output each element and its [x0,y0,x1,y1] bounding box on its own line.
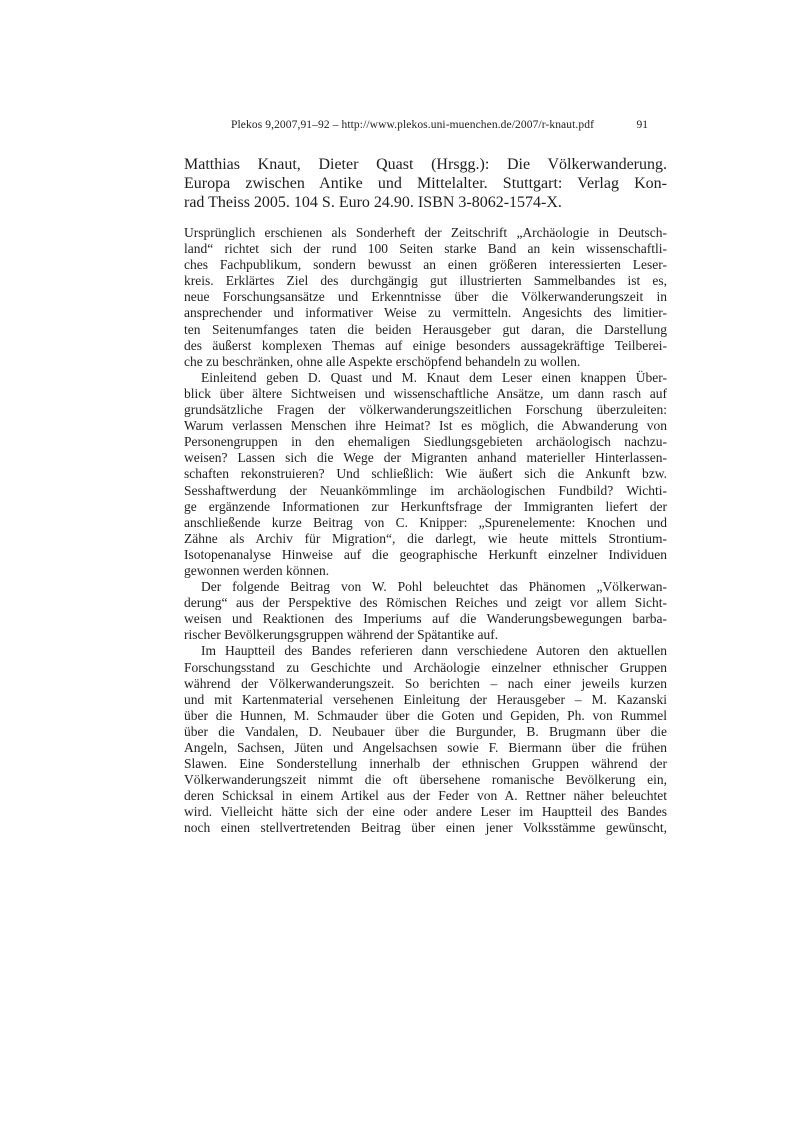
text-line: deren Schicksal in einem Artikel aus der Feder von A. Rettner näher beleuchtet [184,788,667,804]
text-line: weisen und Reaktionen des Imperiums auf die Wanderungsbewegungen barba- [184,611,667,627]
text-line: Völkerwanderungszeit nimmt die oft übersehene romanische Bevölkerung ein, [184,772,667,788]
text-line: Ursprünglich erschienen als Sonderheft der Zeitschrift „Archäologie in Deutsch- [184,225,667,240]
text-line: weisen? Lassen sich die Wege der Migranten anhand materieller Hinterlassen- [184,450,667,466]
text-line: über die Hunnen, M. Schmauder über die Goten und Gepiden, Ph. von Rummel [184,707,667,723]
book-review-heading [184,155,667,212]
text-line: ansprechender und informativer Weise zu vermitteln. Angesichts des limitier- [184,305,667,321]
page-number: 91 [636,119,648,131]
text-line: Europa zwischen Antike und Mittelalter. Stuttgart: Verlag Kon- [184,175,667,192]
text-line: land“ richtet sich der rund 100 Seiten starke Band an kein wissenschaftli- [184,241,667,257]
text-line: kreis. Erklärtes Ziel des durchgängig gut illustrierten Sammelbandes ist es, [184,273,667,289]
text-line: während der Völkerwanderungszeit. So berichten – nach einer jeweils kurzen [184,675,667,691]
text-line: Angeln, Sachsen, Jüten und Angelsachsen sowie F. Biermann über die frühen [184,740,667,755]
text-line: rischer Bevölkerungsgruppen während der Spätantike auf. [184,627,499,643]
text-line: Personengruppen in den ehemaligen Siedlungsgebieten archäologisch nachzu- [184,434,667,450]
text-line: über die Vandalen, D. Neubauer über die Burgunder, B. Brugmann über die [184,723,667,739]
text-line: derung“ aus der Perspektive des Römischen Reiches und zeigt vor allem Sicht- [184,595,667,611]
paragraph [184,643,667,836]
text-line: Forschungsstand zu Geschichte und Archäologie einzelner ethnischer Gruppen [184,659,667,675]
text-line: Der folgende Beitrag von W. Pohl beleuchtet das Phänomen „Völkerwan- [201,579,667,595]
text-line: Einleitend geben D. Quast und M. Knaut dem Leser einen knappen Über- [201,369,667,385]
text-line: und mit Kartenmaterial versehenen Einleitung der Herausgeber – M. Kazanski [184,691,667,707]
text-line: ten Seitenumfanges taten die beiden Herausgeber gut daran, die Darstellung [184,321,667,337]
paragraph [184,225,667,370]
text-line: gewonnen werden können. [184,562,330,578]
text-line: Sesshaftwerdung der Neuankömmlinge im archäologischen Fundbild? Wichti- [184,482,667,498]
text-line: Im Hauptteil des Bandes referieren dann verschiedene Autoren den aktuellen [201,643,667,659]
paragraph [184,370,667,579]
text-line: Matthias Knaut, Dieter Quast (Hrsgg.): Die Völkerwanderung. [184,156,667,173]
text-line: blick über ältere Sichtweisen und wissenschaftliche Ansätze, um dann rasch auf [184,385,667,401]
text-line: ge ergänzende Informationen zur Herkunftsfrage der Immigranten liefert der [184,498,667,514]
text-line: schaften rekonstruieren? Und schließlich: Wie äußert sich die Ankunft bzw. [184,466,667,482]
journal-citation: Plekos 9,2007,91–92 – http://www.plekos.uni-muenchen.de/2007/r-knaut.pdf [231,119,594,131]
review-body [184,225,667,837]
text-line: Slawen. Eine Sonderstellung innerhalb der ethnischen Gruppen während der [184,756,667,772]
paragraph [184,579,667,643]
text-line: anschließende kurze Beitrag von C. Knipper: „Spurenelemente: Knochen und [184,514,667,530]
text-line: grundsätzliche Fragen der völkerwanderungszeitlichen Forschung überzuleiten: [184,402,667,418]
text-line: ches Fachpublikum, sondern bewusst an einen größeren interessierten Leser- [184,257,667,273]
text-line: rad Theiss 2005. 104 S. Euro 24.90. ISBN 3-8062-1574-X. [184,194,562,211]
text-line: Warum verlassen Menschen ihre Heimat? Ist es möglich, die Abwanderung von [184,418,667,434]
text-line: wird. Vielleicht hätte sich der eine oder andere Leser im Hauptteil des Bandes [184,804,667,820]
text-line: Zähne als Archiv für Migration“, die darlegt, wie heute mittels Strontium- [184,530,667,546]
text-line: Isotopenanalyse Hinweise auf die geographische Herkunft einzelner Individuen [184,546,667,562]
text-line: noch einen stellvertretenden Beitrag über einen jener Volksstämme gewünscht, [184,820,667,836]
text-line: neue Forschungsansätze und Erkenntnisse über die Völkerwanderungszeit in [184,289,667,305]
text-line: che zu beschränken, ohne alle Aspekte erschöpfend behandeln zu wollen. [184,353,581,369]
text-line: des äußerst komplexen Themas auf einige besonders aussagekräftige Teilberei- [184,337,667,353]
running-header [184,118,667,134]
